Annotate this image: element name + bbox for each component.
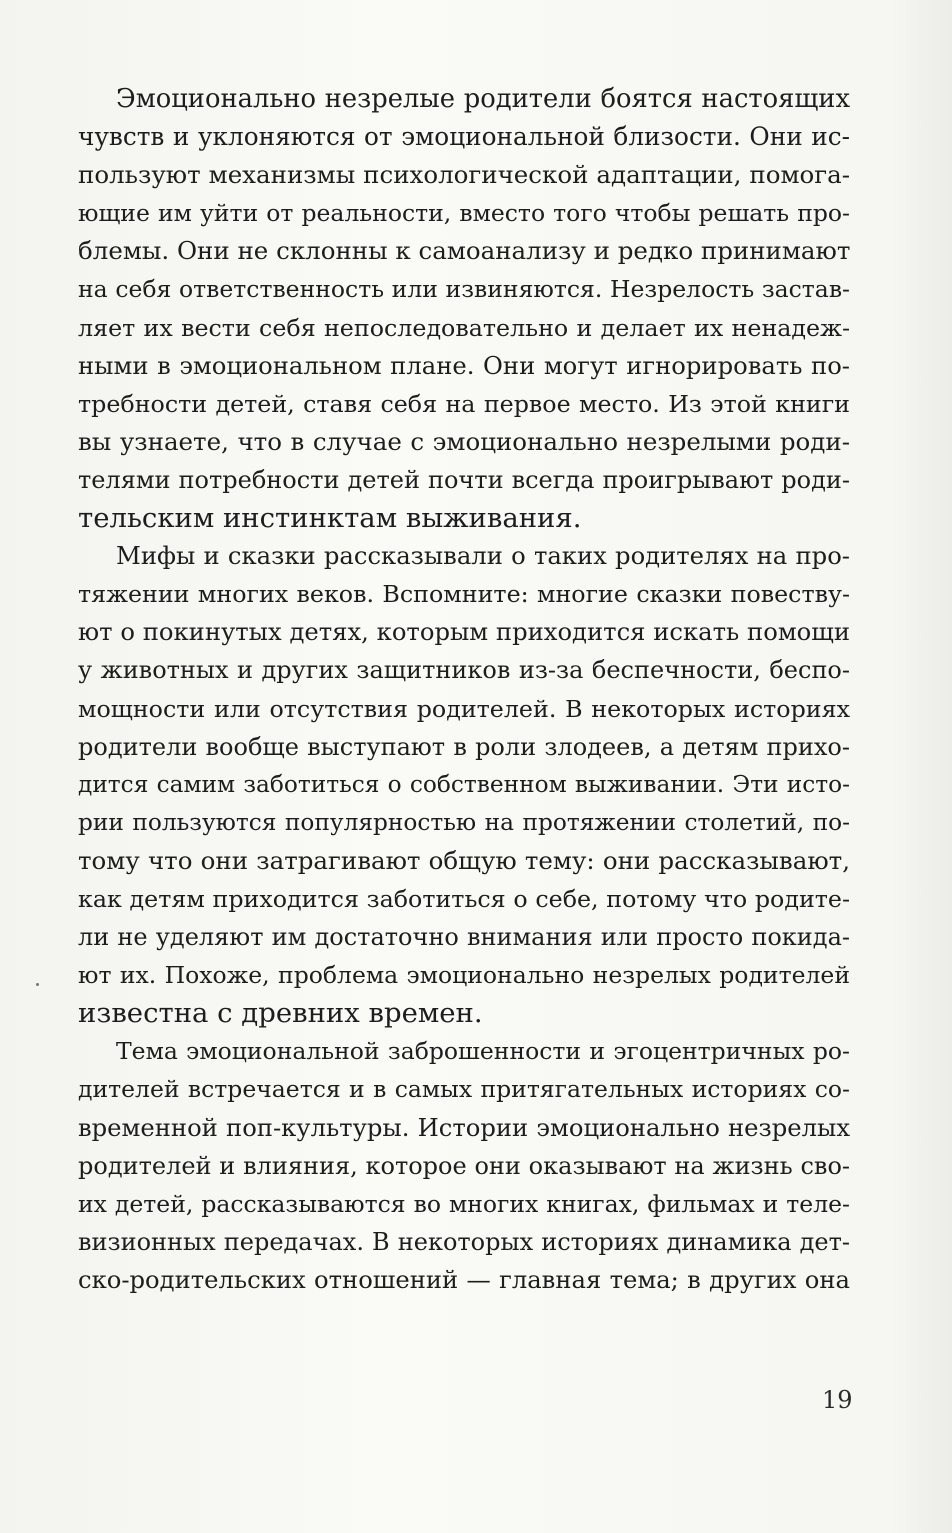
body-text bbox=[78, 80, 850, 1299]
text-line: известна с древних времен. bbox=[78, 997, 483, 1030]
text-line: тельским инстинктам выживания. bbox=[78, 502, 582, 535]
text-line: вы узнаете, что в случае с эмоционально незрелыми роди- bbox=[78, 426, 850, 456]
text-line: Мифы и сказки рассказывали о таких родителях на про- bbox=[116, 541, 850, 571]
text-line: у животных и других защитников из-за беспечности, беспо- bbox=[78, 656, 850, 685]
text-line: тому что они затрагивают общую тему: они рассказывают, bbox=[78, 845, 850, 875]
text-line: дителей встречается и в самых притягательных историях со- bbox=[78, 1075, 850, 1104]
text-line: телями потребности детей почти всегда проигрывают роди- bbox=[78, 465, 850, 494]
paragraph-1 bbox=[78, 80, 850, 537]
text-line: родители вообще выступают в роли злодеев, а детям прихо- bbox=[78, 732, 850, 761]
text-line: ющие им уйти от реальности, вместо того чтобы решать про- bbox=[78, 199, 850, 228]
text-line: ют о покинутых детях, которым приходится искать помощи bbox=[78, 617, 850, 647]
text-line: временной поп-культуры. Истории эмоционально незрелых bbox=[78, 1112, 850, 1142]
text-line: пользуют механизмы психологической адаптации, помога- bbox=[78, 160, 850, 190]
text-line: Эмоционально незрелые родители боятся настоящих bbox=[116, 84, 850, 114]
text-line: тяжении многих веков. Вспомните: многие сказки повеству- bbox=[78, 580, 850, 609]
text-line: как детям приходится заботиться о себе, потому что родите- bbox=[78, 884, 850, 913]
text-line: блемы. Они не склонны к самоанализу и редко принимают bbox=[78, 236, 850, 266]
print-speck bbox=[36, 983, 39, 986]
text-line: дится самим заботиться о собственном выживании. Эти исто- bbox=[78, 770, 850, 798]
paragraph-3 bbox=[78, 1032, 850, 1299]
text-line: требности детей, ставя себя на первое место. Из этой книги bbox=[78, 389, 850, 418]
page-number: 19 bbox=[822, 1386, 853, 1414]
paragraph-2 bbox=[78, 537, 850, 1032]
text-line: визионных передачах. В некоторых историях динамика дет- bbox=[78, 1227, 850, 1256]
text-line: ют их. Похоже, проблема эмоционально незрелых родителей bbox=[78, 961, 850, 990]
text-line: рии пользуются популярностью на протяжении столетий, по- bbox=[78, 808, 850, 836]
text-line: ли не уделяют им достаточно внимания или просто покида- bbox=[78, 923, 850, 952]
text-line: на себя ответственность или извиняются. Незрелость застав- bbox=[78, 275, 850, 304]
text-line: чувств и уклоняются от эмоциональной близости. Они ис- bbox=[78, 122, 850, 152]
text-line: мощности или отсутствия родителей. В некоторых историях bbox=[78, 694, 850, 723]
text-line: Тема эмоциональной заброшенности и эгоцентричных ро- bbox=[116, 1037, 850, 1066]
text-line: их детей, рассказываются во многих книгах, фильмах и теле- bbox=[78, 1189, 850, 1218]
text-line: ляет их вести себя непоследовательно и делает их ненадеж- bbox=[78, 313, 850, 342]
text-line: ско-родительских отношений — главная тема; в других она bbox=[78, 1264, 850, 1294]
text-line: ными в эмоциональном плане. Они могут игнорировать по- bbox=[78, 350, 850, 380]
text-line: родителей и влияния, которое они оказывают на жизнь сво- bbox=[78, 1151, 850, 1180]
page-edge-shadow bbox=[892, 0, 952, 1533]
